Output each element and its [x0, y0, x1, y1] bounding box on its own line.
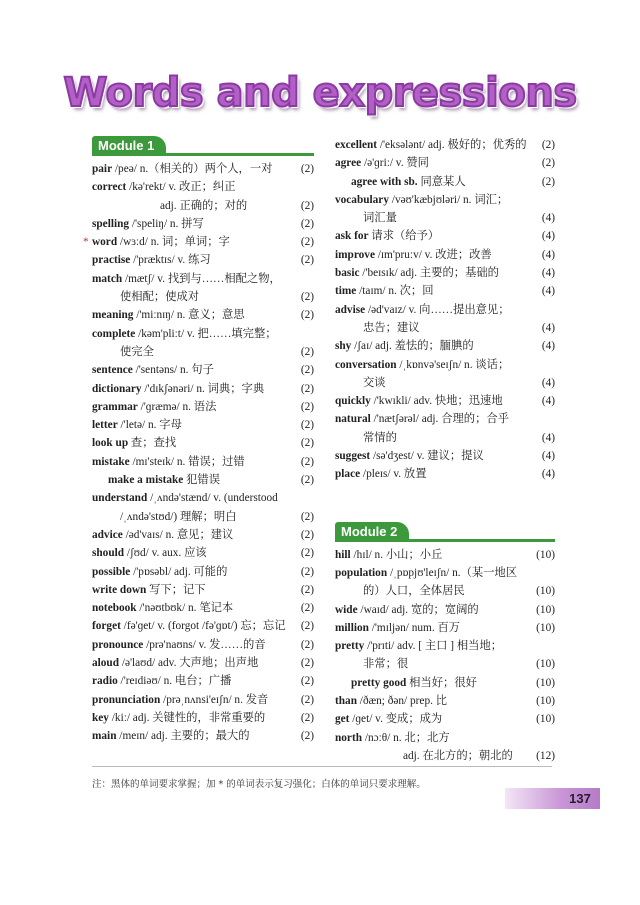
vocab-definition: /'reɪdiəʊ/ n. 电台；广播 [117, 675, 232, 688]
vocab-word: main [92, 730, 117, 743]
vocab-unit-ref: (12) [536, 749, 555, 762]
vocab-entry [335, 582, 555, 600]
vocab-definition: /'mɪljən/ num. 百万 [368, 621, 461, 634]
vocab-word: pretty good [351, 676, 407, 689]
vocab-word: advice [92, 528, 123, 541]
module2-list [335, 546, 555, 766]
vocab-word: basic [335, 267, 360, 280]
module1-list [83, 160, 314, 746]
vocab-unit-ref: (2) [300, 565, 314, 578]
vocab-entry [335, 674, 555, 692]
vocab-entry [335, 429, 555, 447]
vocab-word: north [335, 731, 362, 744]
vocab-definition: /nɔːθ/ n. 北；北方 [362, 731, 450, 744]
vocab-unit-ref: (10) [536, 658, 555, 671]
vocab-unit-ref: (2) [300, 528, 314, 541]
vocab-unit-ref: (2) [300, 693, 314, 706]
vocab-definition: adj. 正确的；对的 [160, 199, 248, 212]
vocab-word: pronounce [92, 638, 144, 651]
vocab-word: meaning [92, 309, 134, 322]
vocab-entry [92, 343, 314, 361]
vocab-unit-ref: (2) [300, 345, 314, 358]
vocab-word: improve [335, 248, 375, 261]
vocab-unit-ref: (2) [300, 510, 314, 523]
vocab-unit-ref: (2) [300, 675, 314, 688]
vocab-unit-ref: (10) [536, 548, 555, 561]
vocab-unit-ref: (2) [300, 199, 314, 212]
vocab-word: correct [92, 181, 127, 194]
vocab-unit-ref: (2) [300, 217, 314, 230]
vocab-entry [92, 691, 314, 709]
vocab-word: million [335, 621, 369, 634]
vocab-definition: /kəm'pliːt/ v. 把……填完整； [135, 327, 277, 340]
vocab-word: grammar [92, 400, 138, 413]
vocab-definition: /'speliŋ/ n. 拼写 [129, 217, 204, 230]
vocab-entry [335, 465, 555, 483]
vocab-word: match [92, 272, 123, 285]
vocab-definition: 同意某人 [417, 175, 466, 188]
vocab-entry [335, 154, 555, 172]
vocab-word: shy [335, 340, 352, 353]
vocab-word: practise [92, 254, 131, 267]
vocab-unit-ref: (4) [541, 468, 555, 481]
vocab-entry [92, 709, 314, 727]
vocab-word: agree [335, 157, 362, 170]
vocab-unit-ref: (2) [541, 175, 555, 188]
vocab-word: conversation [335, 358, 397, 371]
vocab-unit-ref: (2) [300, 400, 314, 413]
vocab-word: understand [92, 492, 148, 505]
vocab-definition: /ˌkɒnvə'seɪʃn/ n. 谈话； [396, 358, 510, 371]
vocab-unit-ref: (10) [536, 621, 555, 634]
vocab-definition: /mɪ'steɪk/ n. 错误；过错 [129, 455, 245, 468]
vocab-definition: /ɡet/ v. 变成；成为 [349, 713, 443, 726]
vocab-definition: /ˌpɒpjʊ'leɪʃn/ n.（某一地区 [387, 566, 518, 579]
vocab-definition: /mætʃ/ v. 找到与……相配之物， [122, 272, 281, 285]
vocab-word: place [335, 468, 361, 481]
vocab-word: should [92, 547, 125, 560]
review-star-marker: * [83, 236, 89, 249]
vocab-unit-ref: (4) [541, 321, 555, 334]
vocab-word: population [335, 566, 388, 579]
vocab-definition: /'ɡræmə/ n. 语法 [137, 400, 217, 413]
vocab-unit-ref: (2) [300, 382, 314, 395]
vocab-definition: /'dɪkʃənəri/ n. 词典；字典 [141, 382, 265, 395]
page-number: 137 [569, 791, 591, 806]
vocab-unit-ref: (4) [541, 340, 555, 353]
footnote: 注：黑体的单词要求掌握；加 * 的单词表示复习强化；白体的单词只要求理解。 [92, 779, 426, 790]
vocab-definition: /'præktɪs/ v. 练习 [130, 254, 211, 267]
vocab-definition: /ʃaɪ/ adj. 羞怯的；腼腆的 [351, 340, 474, 353]
vocab-definition: /'nəʊtbʊk/ n. 笔记本 [136, 602, 234, 615]
vocab-entry [335, 374, 555, 392]
vocab-entry [335, 209, 555, 227]
vocab-definition: /meɪn/ adj. 主要的；最大的 [116, 730, 250, 743]
vocab-unit-ref: (2) [541, 157, 555, 170]
vocab-entry [335, 337, 555, 355]
vocab-unit-ref: (4) [541, 431, 555, 444]
vocab-entry [92, 727, 314, 745]
vocab-entry [92, 489, 314, 507]
vocab-unit-ref: (2) [300, 254, 314, 267]
vocab-entry [92, 306, 314, 324]
vocab-definition: /'nætʃərəl/ adj. 合理的；合乎 [370, 413, 509, 426]
vocab-entry [92, 380, 314, 398]
right-column [335, 136, 555, 765]
vocab-definition: 查；查找 [128, 437, 177, 450]
vocab-definition: /peə/ n.（相关的）两个人，一对 [112, 163, 273, 175]
vocab-entry [92, 599, 314, 617]
vocab-unit-ref: (2) [300, 547, 314, 560]
vocab-unit-ref: (10) [536, 713, 555, 726]
vocab-entry [335, 356, 555, 374]
vocab-definition: 忠告；建议 [363, 321, 420, 334]
vocab-entry [335, 546, 555, 564]
vocab-entry [335, 246, 555, 264]
vocab-word: key [92, 711, 109, 724]
vocab-entry [92, 471, 314, 489]
vocab-entry [92, 160, 314, 178]
vocab-definition: 使完全 [120, 345, 154, 358]
vocab-word: dictionary [92, 382, 142, 395]
vocab-definition: /'prɪti/ adv. [ 主口 ] 相当地； [364, 640, 503, 653]
vocab-unit-ref: (2) [541, 139, 555, 151]
vocab-unit-ref: (4) [541, 395, 555, 408]
vocab-word: wide [335, 603, 358, 616]
vocab-word: vocabulary [335, 193, 389, 206]
page-title: Words and expressions [63, 70, 577, 116]
vocab-entry [92, 325, 314, 343]
vocab-entry [335, 282, 555, 300]
module1-label: Module 1 [92, 136, 166, 155]
vocab-definition: /'letə/ n. 字母 [117, 419, 182, 432]
vocab-entry [92, 526, 314, 544]
vocab-unit-ref: (10) [536, 676, 555, 689]
vocab-unit-ref: (10) [536, 603, 555, 616]
vocab-entry [335, 729, 555, 747]
vocab-word: notebook [92, 602, 137, 615]
module2-header [335, 522, 555, 542]
vocab-unit-ref: (2) [300, 638, 314, 651]
vocab-word: excellent [335, 139, 378, 151]
vocab-entry [92, 270, 314, 288]
vocab-unit-ref: (2) [300, 602, 314, 615]
vocab-entry [92, 398, 314, 416]
vocab-entry [83, 233, 314, 251]
vocab-word: agree with sb. [351, 175, 418, 188]
vocab-unit-ref: (4) [541, 212, 555, 225]
vocab-entry [92, 544, 314, 562]
vocab-entry [92, 197, 314, 215]
vocab-word: ask for [335, 230, 369, 243]
vocab-definition: /ˌʌndə'stʊd/) 理解；明白 [120, 510, 237, 523]
vocab-unit-ref: (2) [300, 163, 314, 175]
vocab-word: pronunciation [92, 693, 161, 706]
vocab-unit-ref: (2) [300, 711, 314, 724]
vocab-entry [335, 319, 555, 337]
vocab-entry [92, 361, 314, 379]
vocab-definition: /sə'dʒest/ v. 建议；提议 [370, 450, 484, 463]
vocab-definition: /prə'naʊns/ v. 发……的音 [143, 638, 266, 651]
vocab-entry [335, 264, 555, 282]
vocab-definition: /əd'vaɪz/ v. 向……提出意见； [365, 303, 510, 316]
vocab-entry [92, 654, 314, 672]
vocab-entry [92, 434, 314, 452]
vocab-entry [92, 636, 314, 654]
vocab-definition: /ʃʊd/ v. aux. 应该 [124, 547, 207, 560]
vocab-entry [335, 447, 555, 465]
vocab-definition: /hɪl/ n. 小山；小丘 [350, 548, 443, 561]
vocab-definition: 非常；很 [363, 658, 409, 671]
vocab-unit-ref: (2) [300, 291, 314, 304]
vocab-unit-ref: (4) [541, 450, 555, 463]
vocab-definition: /'beɪsɪk/ adj. 主要的；基础的 [359, 267, 499, 280]
vocab-unit-ref: (2) [300, 583, 314, 596]
vocab-word: make a mistake [108, 474, 184, 487]
vocab-word: natural [335, 413, 371, 426]
vocab-entry [335, 637, 555, 655]
module1-rule [92, 153, 314, 156]
vocab-word: advise [335, 303, 366, 316]
vocab-word: suggest [335, 450, 371, 463]
vocab-definition: 犯错误 [183, 474, 221, 487]
vocab-definition: /fə'ɡet/ v. (forgot /fə'ɡɒt/) 忘；忘记 [120, 620, 286, 633]
vocab-definition: /'miːnɪŋ/ n. 意义；意思 [133, 309, 245, 322]
vocab-word: letter [92, 419, 118, 432]
vocab-entry [92, 251, 314, 269]
vocab-entry [335, 601, 555, 619]
module1-header [92, 136, 314, 156]
vocab-unit-ref: (4) [541, 376, 555, 389]
vocab-definition: /kiː/ adj. 关键性的，非常重要的 [108, 711, 266, 724]
vocab-definition: /'sentəns/ n. 句子 [132, 364, 214, 377]
vocab-definition: /vəʊ'kæbjʊləri/ n. 词汇； [388, 193, 509, 206]
vocab-word: pair [92, 163, 113, 175]
footer-rule [92, 766, 552, 767]
vocab-unit-ref: (2) [300, 437, 314, 450]
vocab-word: time [335, 285, 357, 298]
vocab-definition: /wɜːd/ n. 词；单词；字 [117, 236, 230, 249]
vocab-entry [335, 710, 555, 728]
vocab-entry [335, 301, 555, 319]
vocab-unit-ref: (4) [541, 230, 555, 243]
vocab-entry [92, 508, 314, 526]
vocab-definition: 常情的 [363, 431, 397, 444]
vocab-entry [92, 288, 314, 306]
vocab-definition: 的）人口，全体居民 [363, 585, 465, 598]
vocab-definition: 写下；记下 [146, 583, 206, 596]
vocab-entry [335, 619, 555, 637]
vocab-unit-ref: (2) [300, 236, 314, 249]
vocab-entry [335, 227, 555, 245]
vocab-entry [335, 747, 555, 765]
vocab-word: than [335, 695, 357, 708]
vocab-unit-ref: (2) [300, 364, 314, 377]
left-column [83, 136, 314, 746]
vocab-unit-ref: (2) [300, 474, 314, 487]
vocab-definition: /kə'rekt/ v. 改正；纠正 [126, 181, 236, 194]
module2-label: Module 2 [335, 522, 409, 541]
vocab-entry [92, 581, 314, 599]
vocab-unit-ref: (4) [541, 285, 555, 298]
vocab-word: write down [92, 583, 147, 596]
vocab-word: mistake [92, 455, 130, 468]
vocab-definition: /'eksələnt/ adj. 极好的；优秀的 [377, 139, 527, 151]
vocab-entry [92, 672, 314, 690]
vocab-definition: 词汇量 [363, 212, 397, 225]
vocab-definition: /əd'vaɪs/ n. 意见；建议 [122, 528, 234, 541]
vocab-entry [335, 173, 555, 191]
vocab-entry [92, 563, 314, 581]
vocab-entry [335, 136, 555, 154]
vocab-definition: 交谈 [363, 376, 386, 389]
vocab-word: possible [92, 565, 131, 578]
vocab-entry [92, 215, 314, 233]
vocab-word: sentence [92, 364, 133, 377]
vocab-word: radio [92, 675, 118, 688]
vocab-definition: /ˌʌndə'stænd/ v. (understood [147, 492, 278, 505]
vocab-definition: /pleɪs/ v. 放置 [360, 468, 427, 481]
vocab-word: pretty [335, 640, 365, 653]
vocab-unit-ref: (10) [536, 585, 555, 598]
vocab-word: quickly [335, 395, 371, 408]
vocab-definition: /ə'laʊd/ adv. 大声地；出声地 [119, 657, 259, 670]
vocab-definition: /ɪm'pruːv/ v. 改进；改善 [374, 248, 492, 261]
vocab-unit-ref: (10) [536, 695, 555, 708]
vocab-definition: /'pɒsəbl/ adj. 可能的 [130, 565, 228, 578]
vocab-definition: /waɪd/ adj. 宽的；宽阔的 [357, 603, 479, 616]
vocab-definition: adj. 在北方的；朝北的 [403, 749, 513, 762]
vocab-word: hill [335, 548, 351, 561]
vocab-definition: /'kwɪkli/ adv. 快地；迅速地 [370, 395, 503, 408]
vocab-word: spelling [92, 217, 130, 230]
vocab-definition: /ə'ɡriː/ v. 赞同 [361, 157, 429, 170]
vocab-unit-ref: (2) [300, 620, 314, 633]
vocab-definition: /taɪm/ n. 次；回 [356, 285, 434, 298]
module1-list-continued [335, 136, 555, 484]
vocab-unit-ref: (2) [300, 455, 314, 468]
vocab-definition: 相当好；很好 [406, 676, 477, 689]
vocab-entry [92, 453, 314, 471]
vocab-entry [335, 655, 555, 673]
vocab-entry [335, 692, 555, 710]
vocab-word: forget [92, 620, 121, 633]
vocab-entry [335, 564, 555, 582]
vocab-entry [335, 392, 555, 410]
vocab-entry [92, 416, 314, 434]
vocab-entry [92, 178, 314, 196]
vocab-entry [92, 617, 314, 635]
vocab-unit-ref: (4) [541, 267, 555, 280]
vocab-definition: 请求（给予） [368, 230, 440, 243]
module2-rule [335, 539, 555, 542]
vocab-word: word [92, 236, 118, 249]
vocab-word: get [335, 713, 350, 726]
vocab-unit-ref: (4) [541, 248, 555, 261]
vocab-unit-ref: (2) [300, 730, 314, 743]
vocab-definition: 使相配；使成对 [120, 291, 200, 304]
vocab-definition: /ðæn; ðən/ prep. 比 [356, 695, 448, 708]
vocab-entry [335, 191, 555, 209]
vocab-entry [335, 410, 555, 428]
vocab-unit-ref: (2) [300, 309, 314, 322]
vocab-unit-ref: (2) [300, 419, 314, 432]
vocab-unit-ref: (2) [300, 657, 314, 670]
vocab-definition: /prəˌnʌnsi'eɪʃn/ n. 发音 [160, 693, 269, 706]
vocab-word: complete [92, 327, 136, 340]
vocab-word: aloud [92, 657, 120, 670]
vocab-word: look up [92, 437, 129, 450]
